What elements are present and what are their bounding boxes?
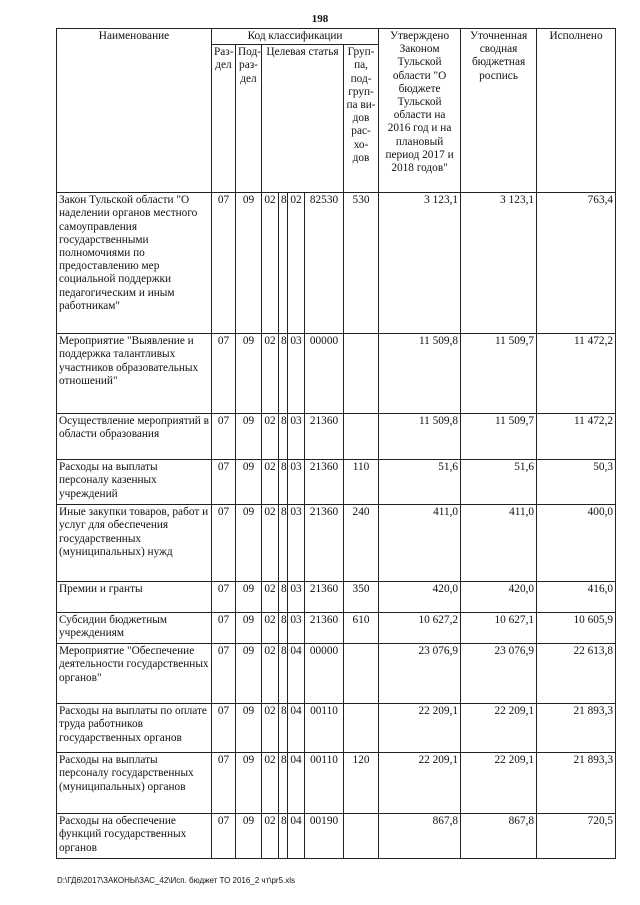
cell-target-sub: 8 (279, 814, 288, 859)
cell-refined: 11 509,7 (461, 414, 537, 460)
cell-target-direction: 21360 (305, 460, 344, 505)
cell-executed: 50,3 (537, 460, 616, 505)
cell-refined: 867,8 (461, 814, 537, 859)
header-code-group: Код классификации (212, 29, 379, 45)
cell-target-event: 04 (288, 704, 305, 753)
cell-target-sub: 8 (279, 582, 288, 613)
table-row (57, 613, 616, 644)
cell-target-direction: 00000 (305, 644, 344, 704)
cell-executed: 21 893,3 (537, 753, 616, 814)
cell-name: Расходы на выплаты персоналу государственных (муниципальных) органов (57, 753, 212, 814)
cell-refined: 22 209,1 (461, 753, 537, 814)
cell-approved: 411,0 (379, 505, 461, 582)
cell-refined: 23 076,9 (461, 644, 537, 704)
budget-table (56, 28, 616, 859)
footer-file-path: D:\ГД6\2017\ЗАКОНЫ\ЗАС_42\Исп. бюджет ТО 2016_2 чт\pr5.xls (57, 876, 296, 885)
cell-target-direction: 21360 (305, 582, 344, 613)
cell-target-direction: 21360 (305, 613, 344, 644)
cell-name: Осуществление мероприятий в области образования (57, 414, 212, 460)
cell-podrazdel: 09 (236, 582, 262, 613)
cell-podrazdel: 09 (236, 505, 262, 582)
header-executed: Исполнено (537, 29, 616, 193)
cell-name: Расходы на выплаты по оплате труда работников государственных органов (57, 704, 212, 753)
cell-executed: 11 472,2 (537, 334, 616, 414)
cell-expense-group: 350 (344, 582, 379, 613)
cell-refined: 3 123,1 (461, 193, 537, 334)
table-row (57, 753, 616, 814)
cell-target-program: 02 (262, 193, 279, 334)
page-number: 198 (311, 13, 329, 25)
cell-executed: 400,0 (537, 505, 616, 582)
table-row (57, 704, 616, 753)
cell-target-event: 03 (288, 613, 305, 644)
cell-name: Расходы на выплаты персоналу казенных учреждений (57, 460, 212, 505)
cell-approved: 11 509,8 (379, 414, 461, 460)
cell-target-program: 02 (262, 814, 279, 859)
cell-approved: 51,6 (379, 460, 461, 505)
cell-target-event: 03 (288, 505, 305, 582)
cell-target-sub: 8 (279, 704, 288, 753)
cell-expense-group: 120 (344, 753, 379, 814)
cell-expense-group: 530 (344, 193, 379, 334)
cell-expense-group (344, 334, 379, 414)
cell-razdel: 07 (212, 460, 236, 505)
cell-name: Иные закупки товаров, работ и услуг для обеспечения государственных (муниципальных) нужд (57, 505, 212, 582)
cell-target-sub: 8 (279, 613, 288, 644)
cell-expense-group: 240 (344, 505, 379, 582)
cell-refined: 51,6 (461, 460, 537, 505)
cell-refined: 10 627,1 (461, 613, 537, 644)
cell-razdel: 07 (212, 505, 236, 582)
cell-razdel: 07 (212, 644, 236, 704)
cell-target-program: 02 (262, 582, 279, 613)
cell-podrazdel: 09 (236, 334, 262, 414)
cell-podrazdel: 09 (236, 814, 262, 859)
cell-executed: 763,4 (537, 193, 616, 334)
cell-razdel: 07 (212, 704, 236, 753)
cell-expense-group: 610 (344, 613, 379, 644)
table-row (57, 644, 616, 704)
cell-podrazdel: 09 (236, 613, 262, 644)
cell-target-program: 02 (262, 414, 279, 460)
cell-target-direction: 21360 (305, 414, 344, 460)
cell-target-sub: 8 (279, 460, 288, 505)
cell-target-event: 04 (288, 644, 305, 704)
cell-refined: 22 209,1 (461, 704, 537, 753)
cell-target-sub: 8 (279, 193, 288, 334)
cell-razdel: 07 (212, 582, 236, 613)
table-row (57, 814, 616, 859)
header-group: Груп-па, под-груп-па ви-дов рас-хо-дов (344, 45, 379, 193)
cell-name: Расходы на обеспечение функций государственных органов (57, 814, 212, 859)
cell-target-event: 02 (288, 193, 305, 334)
cell-razdel: 07 (212, 814, 236, 859)
cell-target-program: 02 (262, 334, 279, 414)
table-row (57, 193, 616, 334)
table-row (57, 460, 616, 505)
cell-target-sub: 8 (279, 414, 288, 460)
cell-refined: 11 509,7 (461, 334, 537, 414)
cell-refined: 411,0 (461, 505, 537, 582)
cell-approved: 420,0 (379, 582, 461, 613)
cell-target-sub: 8 (279, 753, 288, 814)
cell-expense-group (344, 414, 379, 460)
cell-executed: 22 613,8 (537, 644, 616, 704)
cell-executed: 21 893,3 (537, 704, 616, 753)
cell-podrazdel: 09 (236, 704, 262, 753)
cell-podrazdel: 09 (236, 460, 262, 505)
cell-approved: 23 076,9 (379, 644, 461, 704)
header-refined: Уточненная сводная бюджетная роспись (461, 29, 537, 193)
cell-target-direction: 00110 (305, 704, 344, 753)
cell-razdel: 07 (212, 613, 236, 644)
table-row (57, 414, 616, 460)
cell-executed: 720,5 (537, 814, 616, 859)
cell-podrazdel: 09 (236, 753, 262, 814)
cell-podrazdel: 09 (236, 193, 262, 334)
cell-target-event: 03 (288, 582, 305, 613)
cell-target-event: 03 (288, 334, 305, 414)
header-approved: Утверждено Законом Тульской области "О бюджете Тульской области на 2016 год и на плановый период 2017 и 2018 годов" (379, 29, 461, 193)
cell-target-sub: 8 (279, 644, 288, 704)
cell-razdel: 07 (212, 334, 236, 414)
cell-target-program: 02 (262, 644, 279, 704)
cell-target-direction: 00190 (305, 814, 344, 859)
cell-approved: 867,8 (379, 814, 461, 859)
cell-target-direction: 82530 (305, 193, 344, 334)
cell-podrazdel: 09 (236, 414, 262, 460)
cell-razdel: 07 (212, 753, 236, 814)
cell-approved: 11 509,8 (379, 334, 461, 414)
cell-executed: 11 472,2 (537, 414, 616, 460)
cell-name: Премии и гранты (57, 582, 212, 613)
cell-target-event: 03 (288, 414, 305, 460)
cell-executed: 416,0 (537, 582, 616, 613)
cell-expense-group (344, 814, 379, 859)
cell-target-program: 02 (262, 460, 279, 505)
table-row (57, 505, 616, 582)
cell-executed: 10 605,9 (537, 613, 616, 644)
cell-target-event: 04 (288, 814, 305, 859)
cell-refined: 420,0 (461, 582, 537, 613)
cell-razdel: 07 (212, 193, 236, 334)
cell-podrazdel: 09 (236, 644, 262, 704)
cell-target-program: 02 (262, 613, 279, 644)
cell-target-direction: 00110 (305, 753, 344, 814)
cell-target-sub: 8 (279, 334, 288, 414)
table-row (57, 582, 616, 613)
cell-approved: 22 209,1 (379, 753, 461, 814)
header-podrazdel: Под-раз-дел (236, 45, 262, 193)
header-razdel: Раз-дел (212, 45, 236, 193)
cell-name: Субсидии бюджетным учреждениям (57, 613, 212, 644)
table-row (57, 334, 616, 414)
cell-approved: 22 209,1 (379, 704, 461, 753)
cell-expense-group: 110 (344, 460, 379, 505)
cell-name: Закон Тульской области "О наделении органов местного самоуправления государственными полномочиями по предоставлению мер социальной поддержки педагогическим и иным работникам" (57, 193, 212, 334)
cell-target-direction: 00000 (305, 334, 344, 414)
cell-name: Мероприятие "Обеспечение деятельности государственных органов" (57, 644, 212, 704)
cell-target-sub: 8 (279, 505, 288, 582)
header-target: Целевая статья (262, 45, 344, 193)
cell-name: Мероприятие "Выявление и поддержка талантливых участников образовательных отношений" (57, 334, 212, 414)
cell-target-program: 02 (262, 505, 279, 582)
cell-target-direction: 21360 (305, 505, 344, 582)
cell-approved: 10 627,2 (379, 613, 461, 644)
cell-target-event: 04 (288, 753, 305, 814)
cell-approved: 3 123,1 (379, 193, 461, 334)
cell-expense-group (344, 704, 379, 753)
cell-target-program: 02 (262, 704, 279, 753)
header-name: Наименование (57, 29, 212, 193)
cell-target-event: 03 (288, 460, 305, 505)
cell-razdel: 07 (212, 414, 236, 460)
cell-expense-group (344, 644, 379, 704)
cell-target-program: 02 (262, 753, 279, 814)
